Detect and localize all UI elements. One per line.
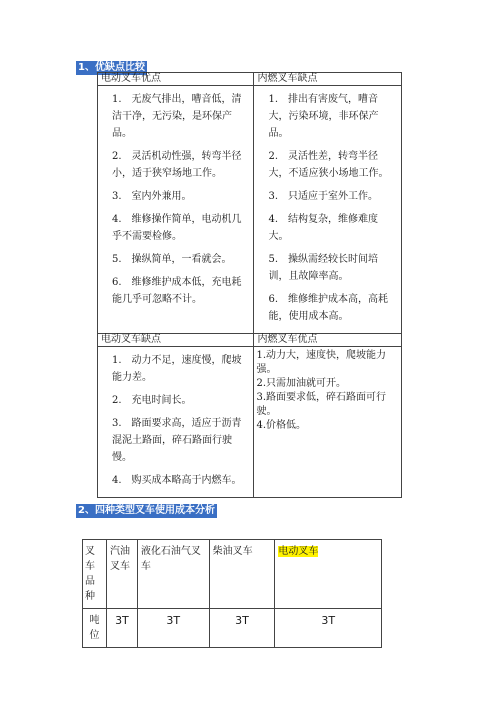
type-gasoline: 汽油叉车	[106, 540, 137, 609]
type-electric-cell	[275, 540, 382, 609]
list-item: 1. 排出有害废气，嘈音大，污染环境，非环保产品。	[268, 94, 379, 139]
list-item: 4. 结构复杂，维修难度大。	[268, 214, 379, 242]
ic-cons-header: 内燃叉车缺点	[254, 73, 402, 86]
tonnage-gasoline: 3T	[106, 609, 137, 648]
section-heading-cost-analysis: 2、四种类型叉车使用成本分析	[78, 505, 215, 516]
comparison-table	[97, 72, 402, 498]
row-label-tonnage: 吨位	[83, 609, 107, 648]
list-item: 6. 维修维护成本低，充电耗能几乎可忽略不计。	[112, 277, 242, 305]
section-heading-comparison: 1、优缺点比较	[78, 62, 145, 73]
list-item: 3. 路面要求高，适应于沥青混泥土路面，碎石路面行驶慢。	[112, 418, 242, 463]
tonnage-electric: 3T	[275, 609, 382, 648]
list-item: 4.价格低。	[256, 420, 307, 431]
ic-cons-cell	[254, 86, 402, 334]
electric-cons-cell	[98, 347, 254, 498]
list-item: 6. 维修维护成本高，高耗能，使用成本高。	[268, 294, 389, 322]
list-item: 1. 无废气排出，嘈音低，清洁干净，无污染，是环保产品。	[112, 94, 242, 139]
tonnage-diesel: 3T	[209, 609, 275, 648]
list-item: 2. 灵活性差，转弯半径大，不适应狭小场地工作。	[268, 151, 389, 179]
electric-pros-header: 电动叉车优点	[98, 73, 254, 86]
type-lpg: 液化石油气叉车	[137, 540, 209, 609]
electric-cons-header: 电动叉车缺点	[98, 334, 254, 347]
list-item: 3. 室内外兼用。	[112, 191, 192, 202]
list-item: 1. 动力不足，速度慢，爬坡能力差。	[112, 355, 242, 383]
list-item: 5. 操纵简单，一看就会。	[112, 254, 232, 265]
ic-pros-cell	[254, 347, 402, 498]
type-diesel: 柴油叉车	[209, 540, 275, 609]
list-item: 2.只需加油就可开。	[256, 378, 347, 389]
cost-analysis-table	[82, 539, 382, 648]
list-item: 5. 操纵需经较长时间培训，且故障率高。	[268, 254, 379, 282]
electric-pros-cell	[98, 86, 254, 334]
list-item: 3. 只适应于室外工作。	[268, 191, 379, 202]
list-item: 4. 购买成本略高于内燃车。	[112, 475, 242, 486]
ic-pros-header: 内燃叉车优点	[254, 334, 402, 347]
list-item: 1.动力大，速度快，爬坡能力强。	[256, 350, 387, 375]
tonnage-lpg: 3T	[137, 609, 209, 648]
list-item: 2. 灵活机动性强，转弯半径小，适于狭窄场地工作。	[112, 151, 242, 179]
list-item: 4. 维修操作简单，电动机几乎不需要检修。	[112, 214, 242, 242]
type-electric: 电动叉车	[278, 546, 319, 557]
list-item: 3.路面要求低，碎石路面可行驶。	[256, 392, 387, 417]
col-label-forklift-type: 叉车品种	[83, 540, 107, 609]
list-item: 2. 充电时间长。	[112, 395, 192, 406]
